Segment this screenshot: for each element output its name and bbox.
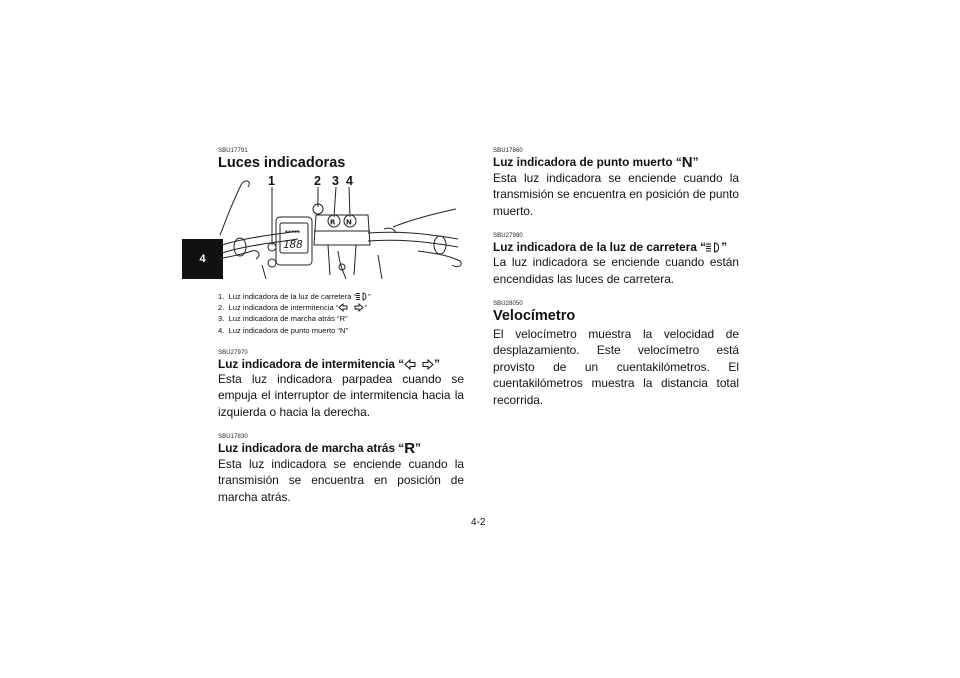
- handlebar-illustration: [218, 175, 464, 283]
- neutral-symbol: N: [681, 154, 693, 171]
- callout-1: 1: [268, 174, 275, 188]
- meter-digits: 188: [283, 238, 303, 251]
- chapter-tab: 4: [182, 239, 223, 279]
- legend-item: 2. Luz indicadora de intermitencia “ ”: [218, 303, 367, 313]
- section-code: SBU17791: [218, 148, 248, 154]
- section-code: SBU17860: [493, 148, 523, 154]
- section-body: Esta luz indicadora parpadea cuando se empuja el interruptor de intermitencia hacia la izquierda o hacia la derecha.: [218, 371, 464, 419]
- svg-text:▪▪▪▪▪: ▪▪▪▪▪: [285, 229, 301, 235]
- section-code: SBU28050: [493, 301, 523, 308]
- legend-item: 4. Luz indicadora de punto muerto “N”: [218, 325, 349, 335]
- section-body: El velocímetro muestra la velocidad de desplazamiento. Este velocímetro está provisto de un cuentakilómetros. El cuentakilómetros muestra la distancia total recorrida.: [493, 327, 739, 407]
- section-title-reverse: Luz indicadora de marcha atrás “R”: [218, 440, 421, 458]
- page-number: 4-2: [471, 517, 486, 528]
- high-beam-icon: [356, 292, 368, 301]
- left-column: [218, 148, 464, 505]
- figure-legend: [218, 291, 464, 336]
- handlebar-figure: [218, 175, 464, 283]
- turn-signal-icon: [338, 303, 364, 312]
- callout-2: 2: [314, 174, 321, 188]
- turn-signal-icon: [404, 359, 434, 370]
- section-body: Esta luz indicadora se enciende cuando la transmisión se encuentra en posición de marcha atrás.: [218, 457, 464, 504]
- section-code: SBU27980: [493, 233, 523, 240]
- section-body: La luz indicadora se enciende cuando están encendidas las luces de carretera.: [493, 255, 739, 286]
- reverse-symbol: R: [404, 440, 416, 458]
- section-code: SBU27970: [218, 349, 248, 356]
- section-title-speedometer: Velocímetro: [493, 308, 576, 325]
- legend-item: 3. Luz indicadora de marcha atrás “R”: [218, 314, 348, 324]
- section-title-neutral: Luz indicadora de punto muerto “N”: [493, 154, 699, 171]
- svg-text:R: R: [330, 218, 336, 227]
- section-title-indicator-lights: Luces indicadoras: [218, 155, 346, 171]
- section-body: Esta luz indicadora se enciende cuando la transmisión se encuentra en posición de punto muerto.: [493, 171, 739, 218]
- callout-3: 3: [332, 174, 339, 188]
- svg-text:N: N: [346, 218, 352, 227]
- callout-4: 4: [346, 174, 353, 188]
- high-beam-icon: [706, 242, 721, 253]
- right-column: [493, 148, 739, 408]
- section-code: SBU17830: [218, 434, 248, 441]
- legend-item: 1. Luz indicadora de la luz de carretera “ ”: [218, 292, 371, 301]
- section-title-turn-signal: Luz indicadora de intermitencia “ ”: [218, 356, 441, 371]
- section-title-high-beam: Luz indicadora de la luz de carretera “ ”: [493, 240, 727, 255]
